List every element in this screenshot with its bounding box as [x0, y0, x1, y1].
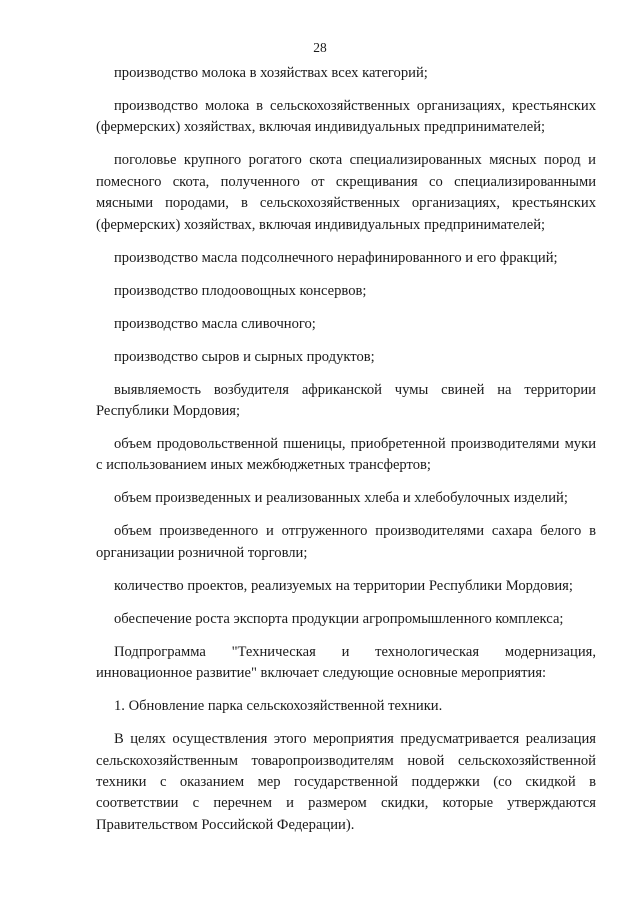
paragraph: В целях осуществления этого мероприятия предусматривается реализация сельскохозяйственным товаропроизводителям новой сельскохозяйственной техники с оказанием мер государственной поддержки (со скидкой в соответствии с перечнем и размером скидки, которые утверждаются Правительством Российской Федерации).: [96, 731, 596, 833]
paragraph: производство плодоовощных консервов;: [114, 282, 367, 299]
paragraph: количество проектов, реализуемых на территории Республики Мордовия;: [114, 577, 573, 594]
paragraph: объем произведенного и отгруженного производителями сахара белого в организации розничной торговли;: [96, 523, 596, 561]
paragraph: производство молока в сельскохозяйственных организациях, крестьянских (фермерских) хозяйствах, включая индивидуальных предпринимателей;: [96, 98, 596, 136]
paragraph: производство сыров и сырных продуктов;: [114, 348, 375, 365]
paragraph: объем продовольственной пшеницы, приобретенной производителями муки с использованием иных межбюджетных трансфертов;: [96, 436, 596, 474]
paragraph: обеспечение роста экспорта продукции агропромышленного комплекса;: [114, 610, 564, 627]
paragraph: выявляемость возбудителя африканской чумы свиней на территории Республики Мордовия;: [96, 381, 596, 420]
paragraph: производство молока в хозяйствах всех категорий;: [114, 65, 428, 81]
paragraph: производство масла подсолнечного нерафинированного и его фракций;: [114, 249, 558, 266]
page-number: 28: [313, 40, 327, 55]
paragraph: производство масла сливочного;: [114, 315, 316, 332]
subprogram-paragraph: Подпрограмма "Техническая и технологическая модернизация, инновационное развитие" включает следующие основные мероприятия:: [96, 643, 596, 682]
measure-heading: 1. Обновление парка сельскохозяйственной техники.: [114, 698, 443, 715]
paragraph: объем произведенных и реализованных хлеба и хлебобулочных изделий;: [114, 490, 568, 507]
document-body: [96, 63, 596, 848]
paragraph: поголовье крупного рогатого скота специализированных мясных пород и помесного скота, полученного от скрещивания со специализированными мясными породами, в сельскохозяйственных организациях, крестьянских (фермерских) хозяйствах, включая индивидуальных предпринимателей;: [96, 152, 596, 233]
